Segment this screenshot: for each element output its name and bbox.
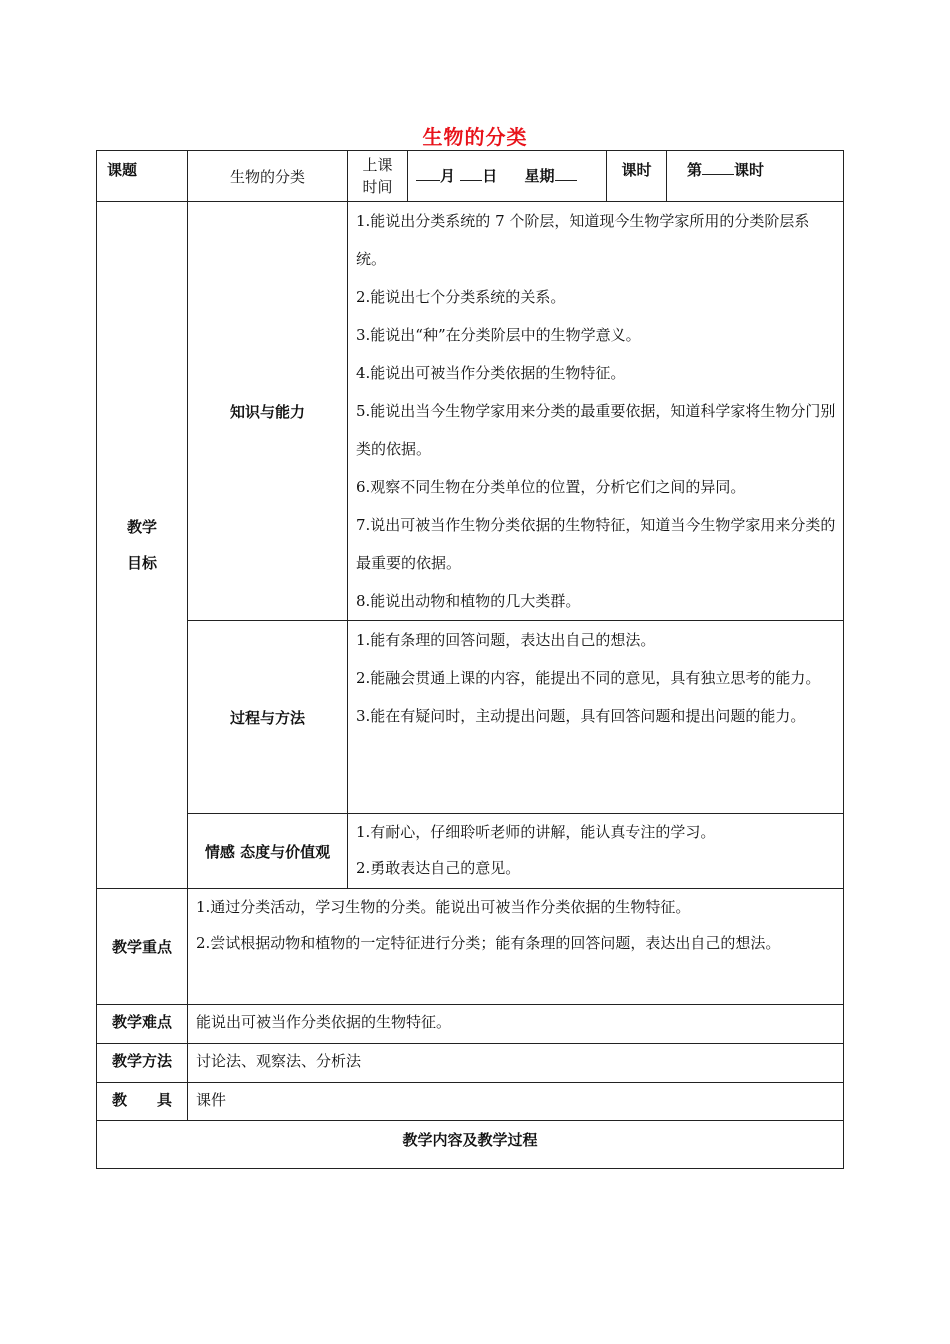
class-time-label-line2: 时间 <box>362 178 393 196</box>
process-item: 3.能在有疑问时，主动提出问题，具有回答问题和提出问题的能力。 <box>356 707 806 725</box>
process-item: 1.能有条理的回答问题，表达出自己的想法。 <box>356 631 656 649</box>
class-date-field <box>408 151 607 202</box>
emotion-list <box>348 814 843 886</box>
process-row <box>97 621 844 814</box>
period-blank <box>702 159 734 175</box>
tools-label: 教 具 <box>97 1083 188 1121</box>
day-label: 日 <box>482 167 498 185</box>
method-row <box>97 1044 844 1083</box>
knowledge-item: 7.说出可被当作生物分类依据的生物特征，知道当今生物学家用来分类的最重要的依据。 <box>356 516 836 572</box>
key-points-label: 教学重点 <box>97 889 188 1005</box>
knowledge-list <box>348 202 843 620</box>
topic-label: 课题 <box>97 151 188 202</box>
process-heading: 教学内容及教学过程 <box>97 1121 844 1169</box>
document-title: 生物的分类 <box>422 125 528 149</box>
difficulty-value: 能说出可被当作分类依据的生物特征。 <box>188 1005 844 1044</box>
week-blank <box>555 165 577 181</box>
knowledge-row <box>97 202 844 621</box>
tools-row <box>97 1083 844 1121</box>
knowledge-item: 3.能说出“种”在分类阶层中的生物学意义。 <box>356 326 641 344</box>
knowledge-item: 2.能说出七个分类系统的关系。 <box>356 288 566 306</box>
emotion-row <box>97 814 844 889</box>
lesson-plan-table <box>96 150 844 1169</box>
period-suffix: 课时 <box>734 161 765 179</box>
month-blank <box>416 165 440 181</box>
day-blank <box>460 165 482 181</box>
class-time-label-line1: 上课 <box>362 156 393 174</box>
key-points-content <box>188 889 844 1005</box>
objectives-label <box>97 202 188 889</box>
process-content <box>348 621 844 814</box>
knowledge-item: 8.能说出动物和植物的几大类群。 <box>356 592 581 610</box>
key-point-item: 1.通过分类活动，学习生物的分类。能说出可被当作分类依据的生物特征。 <box>196 898 691 916</box>
knowledge-label: 知识与能力 <box>188 202 348 621</box>
process-item: 2.能融会贯通上课的内容，能提出不同的意见，具有独立思考的能力。 <box>356 669 821 687</box>
tools-value: 课件 <box>188 1083 844 1121</box>
difficulty-label: 教学难点 <box>97 1005 188 1044</box>
key-point-item: 2.尝试根据动物和植物的一定特征进行分类；能有条理的回答问题，表达出自己的想法。 <box>196 934 781 952</box>
class-time-label <box>348 151 408 202</box>
knowledge-content <box>348 202 844 621</box>
objectives-label-line2: 目标 <box>126 554 157 572</box>
method-label: 教学方法 <box>97 1044 188 1083</box>
header-row <box>97 151 844 202</box>
period-label: 课时 <box>607 151 667 202</box>
objectives-label-line1: 教学 <box>126 518 157 536</box>
period-field <box>667 151 844 202</box>
knowledge-item: 1.能说出分类系统的 7 个阶层，知道现今生物学家所用的分类阶层系统。 <box>356 212 810 268</box>
emotion-label: 情感 态度与价值观 <box>188 814 348 889</box>
knowledge-item: 5.能说出当今生物学家用来分类的最重要依据，知道科学家将生物分门别类的依据。 <box>356 402 836 458</box>
process-label: 过程与方法 <box>188 621 348 814</box>
knowledge-item: 6.观察不同生物在分类单位的位置，分析它们之间的异同。 <box>356 478 746 496</box>
emotion-content <box>348 814 844 889</box>
emotion-item: 1.有耐心，仔细聆听老师的讲解，能认真专注的学习。 <box>356 823 716 841</box>
emotion-item: 2.勇敢表达自己的意见。 <box>356 859 521 877</box>
process-heading-row <box>97 1121 844 1169</box>
key-points-row <box>97 889 844 1005</box>
topic-value: 生物的分类 <box>188 151 348 202</box>
knowledge-item: 4.能说出可被当作分类依据的生物特征。 <box>356 364 626 382</box>
method-value: 讨论法、观察法、分析法 <box>188 1044 844 1083</box>
week-label: 星期 <box>524 167 555 185</box>
process-list <box>348 621 843 735</box>
month-label: 月 <box>440 167 456 185</box>
difficulty-row <box>97 1005 844 1044</box>
key-points-list <box>188 889 843 961</box>
period-prefix: 第 <box>687 161 703 179</box>
